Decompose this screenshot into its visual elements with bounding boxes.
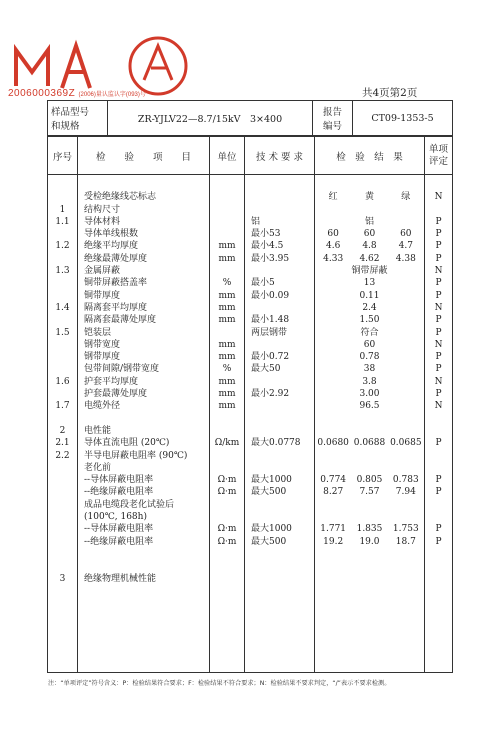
row-item xyxy=(78,548,209,560)
row-seq xyxy=(48,536,77,548)
row-req xyxy=(245,462,314,474)
row-result xyxy=(315,486,424,498)
row-result: 3.8 xyxy=(362,376,377,387)
row-req: 最小53 xyxy=(251,229,281,240)
stamp-ma-text: MA xyxy=(8,28,10,29)
report-no-label: 报告 编号 xyxy=(313,101,353,136)
row-seq xyxy=(48,499,77,511)
row-item: (100℃, 168h) xyxy=(84,512,147,523)
row-result-value: 4.8 xyxy=(362,241,377,252)
row-unit: Ω·m xyxy=(217,524,237,535)
row-judge: N xyxy=(434,376,443,387)
page-info: 共4页第2页 xyxy=(362,87,418,99)
row-seq: 1.7 xyxy=(55,401,70,412)
row-result xyxy=(315,204,424,216)
row-result: 38 xyxy=(363,364,376,375)
row-judge xyxy=(425,499,452,511)
row-item: 护套平均厚度 xyxy=(84,376,139,387)
row-result-value: 60 xyxy=(400,229,412,240)
row-judge xyxy=(425,511,452,523)
row-judge: P xyxy=(435,278,442,289)
row-unit xyxy=(210,413,244,425)
row-item: 老化前 xyxy=(84,462,112,473)
row-result-value: 7.57 xyxy=(359,487,380,498)
row-req: 最小4.5 xyxy=(251,241,284,252)
row-req xyxy=(245,499,314,511)
row-result xyxy=(315,413,424,425)
row-req xyxy=(245,573,314,585)
row-result-value: 1.771 xyxy=(320,524,347,535)
row-req: 最小2.92 xyxy=(251,389,290,400)
row-result-value: 0.774 xyxy=(320,475,347,486)
row-item: 成品电缆段老化试验后 xyxy=(84,499,175,510)
row-unit xyxy=(210,560,244,572)
row-item: 绝缘物理机械性能 xyxy=(84,573,157,584)
row-seq xyxy=(48,388,77,400)
row-seq: 1.5 xyxy=(55,327,70,338)
row-result xyxy=(315,523,424,535)
row-judge: P xyxy=(435,389,442,400)
row-req xyxy=(245,560,314,572)
row-result-value: 黄 xyxy=(364,192,374,203)
row-unit xyxy=(210,548,244,560)
row-item: 结构尺寸 xyxy=(84,204,121,215)
row-unit: Ω·m xyxy=(217,475,237,486)
row-item xyxy=(78,413,209,425)
row-judge xyxy=(425,560,452,572)
row-req: 最小0.72 xyxy=(251,352,290,363)
row-item: --导体屏蔽电阻率 xyxy=(84,524,154,535)
row-item: 金属屏蔽 xyxy=(84,266,121,277)
row-req xyxy=(245,450,314,462)
row-req: 铝 xyxy=(251,216,261,227)
row-req xyxy=(245,548,314,560)
row-item: 隔离套平均厚度 xyxy=(84,302,148,313)
sample-value: ZR-YJLV22—8.7/15kV 3×400 xyxy=(108,101,313,136)
row-result-value: 0.805 xyxy=(356,475,383,486)
row-req: 最大1000 xyxy=(251,475,292,486)
row-result-value: 4.62 xyxy=(359,253,380,264)
row-req: 最小5 xyxy=(251,278,275,289)
row-unit: Ω/km xyxy=(214,438,240,449)
row-result: 2.4 xyxy=(362,302,377,313)
row-judge: N xyxy=(434,302,443,313)
row-req xyxy=(245,339,314,351)
row-judge: N xyxy=(434,192,443,203)
row-result-value: 1.753 xyxy=(392,524,419,535)
row-result: 60 xyxy=(363,339,376,350)
row-judge: P xyxy=(435,438,442,449)
row-result xyxy=(315,253,424,265)
row-result-value: 0.0680 xyxy=(317,438,349,449)
row-req: 最大50 xyxy=(251,364,281,375)
row-unit: mm xyxy=(218,302,236,313)
row-req xyxy=(245,302,314,314)
row-item: 绝缘最薄处厚度 xyxy=(84,253,148,264)
row-judge: N xyxy=(434,266,443,277)
row-seq: 2.1 xyxy=(55,438,70,449)
row-result-value: 7.94 xyxy=(395,487,416,498)
row-seq xyxy=(48,253,77,265)
col-judge: 单项 评定 xyxy=(425,137,453,175)
row-result xyxy=(315,573,424,585)
row-result-value: 19.0 xyxy=(359,536,380,547)
row-item: --绝缘屏蔽电阻率 xyxy=(84,487,154,498)
row-unit xyxy=(210,265,244,277)
row-result: 3.00 xyxy=(359,389,380,400)
row-judge xyxy=(425,548,452,560)
row-seq xyxy=(48,560,77,572)
row-unit xyxy=(210,327,244,339)
row-result-value: 4.7 xyxy=(398,241,413,252)
row-result xyxy=(315,191,424,203)
row-result-value: 0.783 xyxy=(392,475,419,486)
row-seq xyxy=(48,462,77,474)
row-judge: P xyxy=(435,327,442,338)
row-unit: mm xyxy=(218,241,236,252)
row-seq xyxy=(48,474,77,486)
col-req: 技 术 要 求 xyxy=(245,137,315,175)
row-seq xyxy=(48,486,77,498)
row-result-value: 0.0685 xyxy=(390,438,422,449)
row-seq xyxy=(48,277,77,289)
row-judge xyxy=(425,413,452,425)
row-unit xyxy=(210,425,244,437)
row-item: 半导电屏蔽电阻率 (90℃) xyxy=(84,450,188,461)
row-item: 隔离套最薄处厚度 xyxy=(84,315,157,326)
row-unit: % xyxy=(222,364,232,375)
row-seq: 2.2 xyxy=(55,450,70,461)
row-req xyxy=(245,376,314,388)
row-unit xyxy=(210,450,244,462)
row-result-value: 60 xyxy=(327,229,339,240)
row-unit: mm xyxy=(218,253,236,264)
row-seq: 1.2 xyxy=(55,241,70,252)
row-req xyxy=(245,400,314,412)
row-seq xyxy=(48,363,77,375)
row-result xyxy=(315,560,424,572)
col-item: 检 验 项 目 xyxy=(78,137,210,175)
row-unit xyxy=(210,573,244,585)
col-seq: 序号 xyxy=(48,137,78,175)
row-result-value: 红 xyxy=(328,192,338,203)
row-req: 最大0.0778 xyxy=(251,438,301,449)
row-seq: 1.1 xyxy=(55,216,70,227)
row-judge: P xyxy=(435,352,442,363)
row-seq xyxy=(48,191,77,203)
cma-mark xyxy=(16,46,90,88)
row-seq xyxy=(48,413,77,425)
row-unit xyxy=(210,511,244,523)
row-unit xyxy=(210,462,244,474)
row-judge xyxy=(425,450,452,462)
row-item: 导体材料 xyxy=(84,216,121,227)
row-item: 钢带厚度 xyxy=(84,352,121,363)
table-body-row xyxy=(48,175,453,673)
col-result: 检 验 结 果 xyxy=(315,137,425,175)
row-result xyxy=(315,179,424,191)
row-item: 钢带宽度 xyxy=(84,339,121,350)
row-req xyxy=(245,179,314,191)
row-item: 电性能 xyxy=(84,425,112,436)
row-req: 最小0.09 xyxy=(251,290,290,301)
row-item: 绝缘平均厚度 xyxy=(84,241,139,252)
row-result: 符合 xyxy=(360,327,379,338)
sample-label: 样品型号 和规格 xyxy=(48,101,108,136)
table-header-row xyxy=(48,137,453,175)
row-judge: P xyxy=(435,241,442,252)
row-seq xyxy=(48,228,77,240)
row-item: 铜带厚度 xyxy=(84,290,121,301)
row-unit: mm xyxy=(218,376,236,387)
row-result: 1.50 xyxy=(359,315,380,326)
row-judge: P xyxy=(435,536,442,547)
report-header-table xyxy=(47,100,453,136)
row-judge: P xyxy=(435,253,442,264)
col-unit: 单位 xyxy=(210,137,245,175)
row-unit: mm xyxy=(218,339,236,350)
row-req xyxy=(245,265,314,277)
row-seq xyxy=(48,290,77,302)
row-req xyxy=(245,425,314,437)
row-result-value: 1.835 xyxy=(356,524,383,535)
row-unit: mm xyxy=(218,401,236,412)
row-result xyxy=(315,437,424,449)
row-seq: 1.3 xyxy=(55,266,70,277)
row-req: 最大500 xyxy=(251,536,287,547)
row-seq: 2 xyxy=(59,425,66,436)
row-result xyxy=(315,536,424,548)
row-result xyxy=(315,462,424,474)
row-judge xyxy=(425,573,452,585)
stamp-code: 2006000369Z (2006)量认监认字(093)号 xyxy=(8,88,146,99)
row-result: 铝 xyxy=(364,216,374,227)
row-item: 电缆外径 xyxy=(84,401,121,412)
row-result: 96.5 xyxy=(359,401,380,412)
row-result xyxy=(315,228,424,240)
row-item: 受检绝缘线芯标志 xyxy=(84,192,157,203)
row-result: 13 xyxy=(363,278,376,289)
row-unit xyxy=(210,191,244,203)
row-item: 导体单线根数 xyxy=(84,229,139,240)
row-unit: mm xyxy=(218,389,236,400)
row-item: 铠装层 xyxy=(84,327,112,338)
row-req: 最大1000 xyxy=(251,524,292,535)
row-judge: P xyxy=(435,216,442,227)
row-result-value: 18.7 xyxy=(395,536,416,547)
row-seq xyxy=(48,339,77,351)
row-item: 导体直流电阻 (20℃) xyxy=(84,438,170,449)
row-result-value: 绿 xyxy=(401,192,411,203)
test-results-table xyxy=(47,136,453,673)
row-req xyxy=(245,191,314,203)
row-unit: % xyxy=(222,278,232,289)
row-result: 铜带屏蔽 xyxy=(351,266,388,277)
row-result-value: 60 xyxy=(363,229,376,240)
row-result xyxy=(315,474,424,486)
row-result xyxy=(315,499,424,511)
row-item: --导体屏蔽电阻率 xyxy=(84,475,154,486)
row-seq xyxy=(48,548,77,560)
row-judge xyxy=(425,204,452,216)
row-unit xyxy=(210,179,244,191)
row-result xyxy=(315,511,424,523)
row-unit xyxy=(210,216,244,228)
row-item: 铜带屏蔽搭盖率 xyxy=(84,278,148,289)
row-judge: P xyxy=(435,487,442,498)
row-judge xyxy=(425,179,452,191)
row-seq xyxy=(48,314,77,326)
report-no-value: CT09-1353-5 xyxy=(353,101,453,136)
row-item: 护套最薄处厚度 xyxy=(84,389,148,400)
row-req xyxy=(245,413,314,425)
row-seq: 1.4 xyxy=(55,302,70,313)
row-seq xyxy=(48,523,77,535)
row-result: 0.78 xyxy=(359,352,380,363)
row-result xyxy=(315,548,424,560)
row-result: 0.11 xyxy=(359,290,380,301)
row-result-value: 4.6 xyxy=(325,241,341,252)
row-result-value: 4.33 xyxy=(323,253,344,264)
row-item: --绝缘屏蔽电阻率 xyxy=(84,536,154,547)
row-judge: P xyxy=(435,229,442,240)
row-req: 最小3.95 xyxy=(251,253,290,264)
row-req xyxy=(245,511,314,523)
row-judge: P xyxy=(435,475,442,486)
footnote: 注：“单项评定”符号含义：P：检验结果符合要求；F：检验结果不符合要求；N：检验结果不要求判定，“/”表示不要求检测。 xyxy=(48,680,391,687)
row-result-value: 8.27 xyxy=(323,487,344,498)
row-judge: P xyxy=(435,364,442,375)
row-item xyxy=(78,560,209,572)
row-req xyxy=(245,204,314,216)
row-judge xyxy=(425,425,452,437)
row-req: 最小1.48 xyxy=(251,315,290,326)
row-result xyxy=(315,450,424,462)
row-unit: mm xyxy=(218,352,236,363)
row-result xyxy=(315,425,424,437)
row-req: 最大500 xyxy=(251,487,287,498)
row-result-value: 0.0688 xyxy=(353,438,386,449)
row-item: 包带间隙/钢带宽度 xyxy=(84,364,160,375)
row-judge: P xyxy=(435,315,442,326)
row-item xyxy=(78,179,209,191)
row-judge: N xyxy=(434,401,443,412)
row-unit: mm xyxy=(218,290,236,301)
row-judge: N xyxy=(434,339,443,350)
row-judge xyxy=(425,462,452,474)
row-unit: mm xyxy=(218,315,236,326)
row-result-value: 4.38 xyxy=(395,253,416,264)
row-seq xyxy=(48,179,77,191)
row-unit: Ω·m xyxy=(217,487,237,498)
row-seq: 3 xyxy=(59,573,66,584)
row-seq: 1 xyxy=(59,204,66,215)
row-seq xyxy=(48,351,77,363)
row-req: 两层钢带 xyxy=(251,327,288,338)
row-unit xyxy=(210,499,244,511)
row-result xyxy=(315,240,424,252)
row-unit: Ω·m xyxy=(217,536,237,547)
row-seq: 1.6 xyxy=(55,376,70,387)
row-unit xyxy=(210,204,244,216)
row-result-value: 19.2 xyxy=(323,536,344,547)
row-seq xyxy=(48,511,77,523)
row-judge: P xyxy=(435,524,442,535)
row-unit xyxy=(210,228,244,240)
row-judge: P xyxy=(435,290,442,301)
